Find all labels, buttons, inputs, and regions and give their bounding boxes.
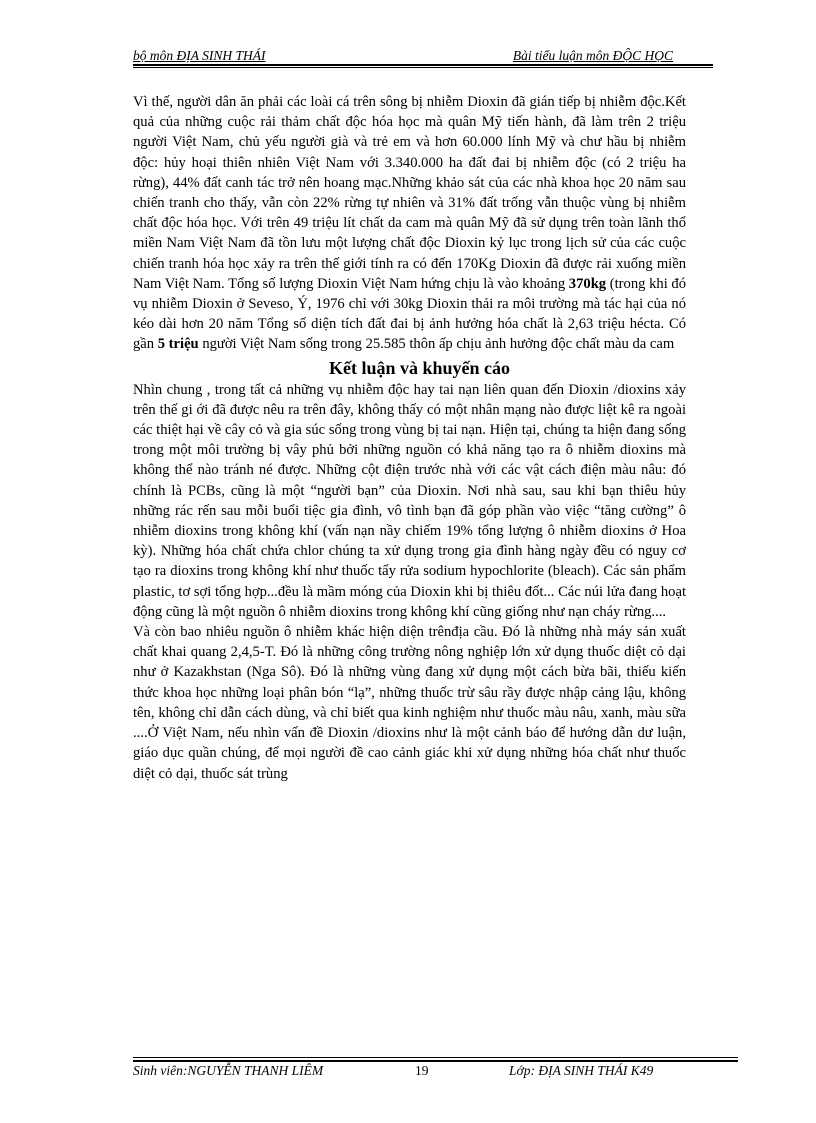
page-footer xyxy=(133,1063,738,1083)
header-rule xyxy=(133,64,713,66)
header-department: bộ môn ĐỊA SINH THÁI xyxy=(133,48,266,63)
paragraph-intro-text-c: (trong khi đó vụ nhiễm Dioxin ở Seveso, Ý, 1976 chỉ với 30kg Dioxin thải ra môi trường mà tác hại của nó kéo dài hơn 20 năm Tổng số diện tích đất đai bị ảnh hưởng hóa chất là 2,63 triệu hécta. Có gần xyxy=(133,275,686,353)
footer-student: Sinh viên:NGUYỄN THANH LIÊM xyxy=(133,1063,324,1078)
paragraph-conclusion: Nhìn chung , trong tất cả những vụ nhiễm độc hay tai nạn liên quan đến Dioxin /dioxins xảy trên thế gi ới đã được nêu ra trên đây, không thấy có một nhân mạng nào được liệt kê ra ngoài các thiệt hại về cây cỏ và gia súc sống trong vùng bị tai nạn. Hiện tại, chúng ta hiện đang sống trong một môi trường bị vây phủ bởi những nguồn có khả năng tạo ra ô nhiễm dioxins mà không thể nào tránh né được. Những cột điện trước nhà với các vật cách điện màu nâu: đó chính là PCBs, cũng là một “người bạn” của Dioxin. Nơi nhà sau, sau khi bạn thiêu hủy những rác rến sau mỗi buổi tiệc gia đình, vô tình bạn đã góp phần vào việc “tăng cường” ô nhiễm dioxins trong không khí (vấn nạn nầy chiếm 19% tổng lượng ô nhiễm dioxins ở Hoa kỳ). Những hóa chất chứa chlor chúng ta xử dụng trong gia đình hàng ngày đều có nguy cơ tạo ra dioxins trong không khí như thuốc tẩy rửa sodium hypochlorite (bleach). Các sản phẩm plastic, tơ sợi tổng hợp...đều là mầm móng của Dioxin khi bị thiêu đốt... Các núi lửa đang hoạt động cũng là một nguồn ô nhiễm dioxins trong không khí cũng giống như nạn cháy rừng.... xyxy=(133,381,686,620)
section-heading: Kết luận và khuyến cáo xyxy=(328,357,511,378)
header-rule-thin xyxy=(133,67,713,68)
footer-rule-thin xyxy=(133,1057,738,1058)
bold-370kg: 370kg xyxy=(568,275,607,292)
bold-5-million: 5 triệu xyxy=(157,336,199,353)
paragraph-intro-text-e: người Việt Nam sống trong 25.585 thôn ấp chịu ảnh hưởng độc chất màu da cam xyxy=(198,336,675,353)
paragraph-sources: Và còn bao nhiêu nguồn ô nhiễm khác hiện diện trênđịa cầu. Đó là những nhà máy sản xuất chất khai quang 2,4,5-T. Đó là những công trường nông nghiệp lớn xử dụng thuốc diệt cỏ dại như ở Kazakhstan (Nga Sô). Đó là những vùng đang xử dụng một cách bừa bãi, thiếu kiến thức khoa học những loại phân bón “lạ”, những thuốc trừ sâu rầy được nhập cảng lậu, không tên, không chỉ dẫn cách dùng, và chỉ biết qua kinh nghiệm như thuốc màu nâu, xanh, màu sữa ....Ở Việt Nam, nếu nhìn vấn đề Dioxin /dioxins như là một cảnh báo để hướng dẫn dư luận, giáo dục quần chúng, để mọi người đề cao cảnh giác khi xử dụng những hóa chất như thuốc diệt cỏ dại, thuốc sát trùng xyxy=(133,624,686,782)
header-report-title: Bài tiểu luận môn ĐỘC HỌC xyxy=(512,48,673,63)
page-number: 19 xyxy=(415,1063,429,1078)
footer-rule xyxy=(133,1060,738,1062)
footer-class: Lớp: ĐỊA SINH THÁI K49 xyxy=(509,1063,654,1078)
paragraph-intro xyxy=(133,92,686,355)
paragraph-intro-text-a: Vì thế, người dân ăn phải các loài cá trên sông bị nhiễm Dioxin đã gián tiếp bị nhiễm độc.Kết quả của những cuộc rải thảm chất độc hóa học mà quân Mỹ tiến hành, đã làm trên 2 triệu người Việt Nam, chủ yếu người già và trẻ em và hơn 60.000 lính Mỹ và chư hầu bị nhiễm độc: hủy hoại thiên nhiên Việt Nam với 3.340.000 ha đất đai bị nhiễm độc (có 2 triệu ha rừng), 44% đất canh tác trở nên hoang mạc.Những khảo sát của các nhà khoa học 20 năm sau chiến tranh cho thấy, vẫn còn 22% rừng tự nhiên và 31% đất trống vẫn thuộc vùng bị nhiễm chất độc hóa học. Với trên 49 triệu lít chất da cam mà quân Mỹ đã sử dụng trên toàn lãnh thổ miền Nam Việt Nam đã tồn lưu một lượng chất độc Dioxin kỷ lục trong lịch sử của các cuộc chiến tranh hóa học xảy ra trên thế giới tính ra có đến 170Kg Dioxin đã được rải xuống miền Nam Việt Nam. Tổng số lượng Dioxin Việt Nam hứng chịu là vào khoảng xyxy=(133,94,686,292)
document-body xyxy=(133,92,686,784)
